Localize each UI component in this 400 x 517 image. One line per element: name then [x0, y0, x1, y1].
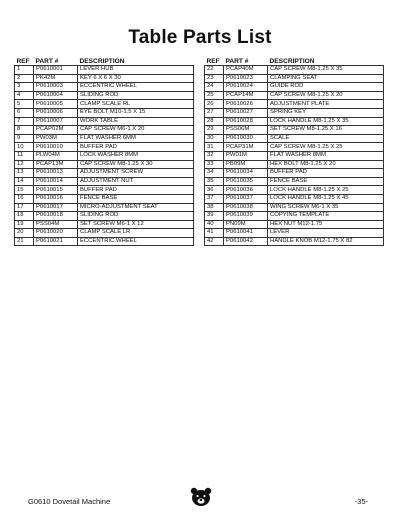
ref-cell: 17 — [15, 203, 34, 212]
ref-cell: 26 — [205, 100, 224, 109]
part-number-cell: P0610020 — [34, 229, 78, 238]
ref-cell: 16 — [15, 194, 34, 203]
ref-cell: 30 — [205, 134, 224, 143]
ref-cell: 3 — [15, 83, 34, 92]
ref-cell: 32 — [205, 151, 224, 160]
part-number-cell: PCAP13M — [34, 160, 78, 169]
table-row — [15, 229, 194, 238]
table-body-right — [205, 66, 384, 246]
part-number-cell: PW03M — [34, 134, 78, 143]
table-row — [205, 186, 384, 195]
page-number: -35- — [354, 497, 368, 506]
ref-cell: 1 — [15, 66, 34, 75]
table-row — [205, 83, 384, 92]
part-number-cell: PN09M — [224, 220, 268, 229]
table-row — [15, 83, 194, 92]
ref-cell: 33 — [205, 160, 224, 169]
ref-cell: 29 — [205, 126, 224, 135]
part-number-cell: P0610042 — [224, 237, 268, 246]
table-row — [15, 74, 194, 83]
description-cell: WORK TABLE — [78, 117, 194, 126]
description-cell: MICRO-ADJUSTMENT SEAT — [78, 203, 194, 212]
part-number-cell: P0610037 — [224, 194, 268, 203]
description-cell: FLAT WASHER 6MM — [78, 134, 194, 143]
header-ref: REF — [206, 58, 220, 65]
part-number-cell: PB09M — [224, 160, 268, 169]
table-row — [15, 203, 194, 212]
part-number-cell: PW01M — [224, 151, 268, 160]
table-row — [205, 194, 384, 203]
part-number-cell: P0610014 — [34, 177, 78, 186]
ref-cell: 7 — [15, 117, 34, 126]
table-row — [15, 237, 194, 246]
ref-cell: 28 — [205, 117, 224, 126]
table-row — [15, 177, 194, 186]
description-cell: CLAMP SCALE LR — [78, 229, 194, 238]
ref-cell: 18 — [15, 212, 34, 221]
bear-head-logo-icon — [190, 487, 212, 507]
table-row — [205, 91, 384, 100]
description-cell: SET SCREW M8-1.25 X 16 — [268, 126, 384, 135]
table-row — [15, 212, 194, 221]
table-row — [205, 100, 384, 109]
description-cell: COPYING TEMPLATE — [268, 212, 384, 221]
ref-cell: 22 — [205, 66, 224, 75]
header-description: DESCRIPTION — [79, 58, 125, 65]
part-number-cell: PCAP14M — [224, 91, 268, 100]
part-number-cell: PLW04M — [34, 151, 78, 160]
description-cell: LOCK WASHER 8MM — [78, 151, 194, 160]
table-row — [15, 66, 194, 75]
table-row — [205, 117, 384, 126]
part-number-cell: P0610023 — [224, 74, 268, 83]
description-cell: BUFFER PAD — [78, 186, 194, 195]
description-cell: FENCE BASE — [78, 194, 194, 203]
ref-cell: 20 — [15, 229, 34, 238]
table-row — [205, 74, 384, 83]
part-number-cell: P0610028 — [224, 117, 268, 126]
ref-cell: 13 — [15, 169, 34, 178]
table-row — [205, 143, 384, 152]
table-row — [205, 212, 384, 221]
table-row — [15, 134, 194, 143]
part-number-cell: P0610004 — [34, 91, 78, 100]
ref-cell: 12 — [15, 160, 34, 169]
parts-table-22-42 — [204, 56, 384, 246]
table-row — [15, 186, 194, 195]
part-number-cell: P0610016 — [34, 194, 78, 203]
ref-cell: 14 — [15, 177, 34, 186]
table-row — [15, 220, 194, 229]
parts-table-right — [204, 56, 384, 246]
table-header-row — [15, 56, 194, 66]
ref-cell: 27 — [205, 108, 224, 117]
description-cell: BUFFER PAD — [268, 169, 384, 178]
description-cell: CAP SCREW M8-1.25 X 20 — [268, 91, 384, 100]
ref-cell: 21 — [15, 237, 34, 246]
description-cell: ECCENTRIC WHEEL — [78, 237, 194, 246]
ref-cell: 41 — [205, 229, 224, 238]
part-number-cell: PCAP31M — [224, 143, 268, 152]
table-row — [205, 108, 384, 117]
footer-model: G0610 Dovetail Machine — [28, 497, 111, 506]
description-cell: LOCK HANDLE M8-1.25 X 35 — [268, 117, 384, 126]
part-number-cell: P0610024 — [224, 83, 268, 92]
ref-cell: 25 — [205, 91, 224, 100]
ref-cell: 10 — [15, 143, 34, 152]
part-number-cell: P0610001 — [34, 66, 78, 75]
ref-cell: 23 — [205, 74, 224, 83]
ref-cell: 36 — [205, 186, 224, 195]
part-number-cell: P0610010 — [34, 143, 78, 152]
table-row — [205, 229, 384, 238]
part-number-cell: P0610038 — [224, 203, 268, 212]
description-cell: SET SCREW M6-1 X 12 — [78, 220, 194, 229]
description-cell: CAP SCREW M8-1.25 X 25 — [268, 143, 384, 152]
parts-table-left — [14, 56, 194, 246]
description-cell: KEY 6 X 6 X 30 — [78, 74, 194, 83]
ref-cell: 42 — [205, 237, 224, 246]
description-cell: ADJUSTMENT SCREW — [78, 169, 194, 178]
part-number-cell: PCAP02M — [34, 126, 78, 135]
ref-cell: 15 — [15, 186, 34, 195]
table-row — [205, 169, 384, 178]
description-cell: SPRING KEY — [268, 108, 384, 117]
header-description: DESCRIPTION — [269, 58, 315, 65]
description-cell: GUIDE ROD — [268, 83, 384, 92]
description-cell: ECCENTRIC WHEEL — [78, 83, 194, 92]
ref-cell: 40 — [205, 220, 224, 229]
part-number-cell: P0610026 — [224, 100, 268, 109]
part-number-cell: P0610003 — [34, 83, 78, 92]
ref-cell: 2 — [15, 74, 34, 83]
ref-cell: 4 — [15, 91, 34, 100]
part-number-cell: P0610036 — [224, 186, 268, 195]
table-header-row — [205, 56, 384, 66]
ref-cell: 39 — [205, 212, 224, 221]
part-number-cell: P0610007 — [34, 117, 78, 126]
ref-cell: 37 — [205, 194, 224, 203]
table-row — [205, 160, 384, 169]
table-row — [205, 66, 384, 75]
ref-cell: 6 — [15, 108, 34, 117]
table-row — [15, 143, 194, 152]
description-cell: HANDLE KNOB M12-1.75 X 82 — [268, 237, 384, 246]
description-cell: CLAMPING SEAT — [268, 74, 384, 83]
ref-cell: 34 — [205, 169, 224, 178]
description-cell: CAP SCREW M6-1 X 20 — [78, 126, 194, 135]
table-row — [15, 108, 194, 117]
table-row — [205, 203, 384, 212]
table-row — [205, 220, 384, 229]
parts-table-1-21 — [14, 56, 194, 246]
part-number-cell: P0610027 — [224, 108, 268, 117]
part-number-cell: P0610013 — [34, 169, 78, 178]
description-cell: HEX NUT M12-1.75 — [268, 220, 384, 229]
part-number-cell: P0610030 — [224, 134, 268, 143]
table-row — [15, 160, 194, 169]
ref-cell: 31 — [205, 143, 224, 152]
part-number-cell: P0610018 — [34, 212, 78, 221]
ref-cell: 35 — [205, 177, 224, 186]
table-row — [205, 177, 384, 186]
table-body-left — [15, 66, 194, 246]
ref-cell: 38 — [205, 203, 224, 212]
table-row — [15, 151, 194, 160]
ref-cell: 11 — [15, 151, 34, 160]
ref-cell: 9 — [15, 134, 34, 143]
description-cell: EYE BOLT M10-1.5 X 15 — [78, 108, 194, 117]
description-cell: SLIDING ROD — [78, 212, 194, 221]
description-cell: FLAT WASHER 8MM — [268, 151, 384, 160]
table-row — [15, 117, 194, 126]
description-cell: ADJUSTMENT NUT — [78, 177, 194, 186]
part-number-cell: PCAP40M — [224, 66, 268, 75]
part-number-cell: P0610034 — [224, 169, 268, 178]
description-cell: FENCE BASE — [268, 177, 384, 186]
part-number-cell: P0610041 — [224, 229, 268, 238]
description-cell: CLAMP SCALE RL — [78, 100, 194, 109]
part-number-cell: P0610039 — [224, 212, 268, 221]
part-number-cell: P0610021 — [34, 237, 78, 246]
table-row — [205, 237, 384, 246]
table-row — [15, 126, 194, 135]
page-title: Table Parts List — [128, 27, 272, 48]
table-row — [205, 126, 384, 135]
part-number-cell: P0610035 — [224, 177, 268, 186]
table-row — [205, 151, 384, 160]
table-row — [205, 134, 384, 143]
ref-cell: 5 — [15, 100, 34, 109]
header-part: PART # — [225, 58, 249, 65]
description-cell: LOCK HANDLE M8-1.25 X 45 — [268, 194, 384, 203]
description-cell: HEX BOLT M8-1.25 X 20 — [268, 160, 384, 169]
description-cell: CAP SCREW M8-1.25 X 35 — [268, 66, 384, 75]
part-number-cell: PSS06M — [224, 126, 268, 135]
part-number-cell: P0610015 — [34, 186, 78, 195]
ref-cell: 8 — [15, 126, 34, 135]
description-cell: SLIDING ROD — [78, 91, 194, 100]
header-part: PART # — [35, 58, 59, 65]
description-cell: CAP SCREW M8-1.25 X 30 — [78, 160, 194, 169]
table-row — [15, 91, 194, 100]
description-cell: LOCK HANDLE M8-1.25 X 25 — [268, 186, 384, 195]
part-number-cell: PK42M — [34, 74, 78, 83]
table-row — [15, 100, 194, 109]
table-row — [15, 194, 194, 203]
header-ref: REF — [16, 58, 30, 65]
description-cell: LEVER HUB — [78, 66, 194, 75]
ref-cell: 19 — [15, 220, 34, 229]
part-number-cell: P0610017 — [34, 203, 78, 212]
description-cell: LEVER — [268, 229, 384, 238]
description-cell: SCALE — [268, 134, 384, 143]
ref-cell: 24 — [205, 83, 224, 92]
table-row — [15, 169, 194, 178]
description-cell: WING SCREW M6-1 X 35 — [268, 203, 384, 212]
description-cell: BUFFER PAD — [78, 143, 194, 152]
part-number-cell: P0610005 — [34, 100, 78, 109]
part-number-cell: P0610006 — [34, 108, 78, 117]
part-number-cell: PSS04M — [34, 220, 78, 229]
description-cell: ADJUSTMENT PLATE — [268, 100, 384, 109]
